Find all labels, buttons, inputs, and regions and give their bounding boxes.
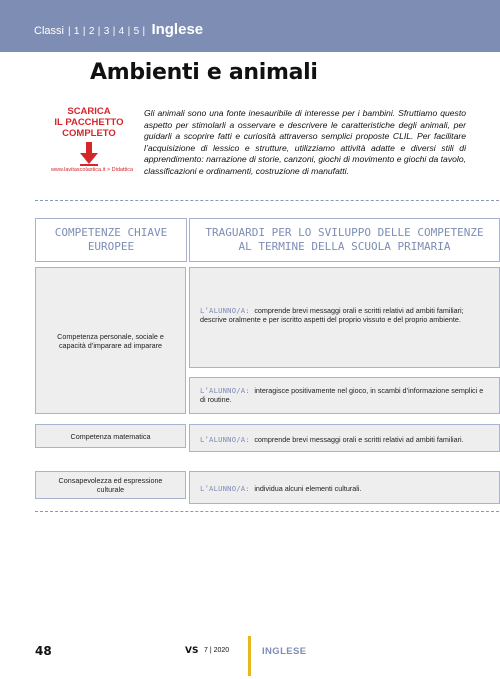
traguardo-3 [200,484,361,493]
header-band [0,0,500,52]
footer-divider [248,636,251,676]
header-subject: Inglese [151,21,204,38]
alunno-label: L’ALUNNO/A: [200,435,255,444]
page-title: Ambienti e animali [90,60,318,85]
traguardo-1b [200,386,489,404]
competenza-text-1: Competenza personale, sociale e capacità d’imparare ad imparare [57,331,164,350]
traguardo-text-2: comprende brevi messaggi orali e scritti relativi ad ambiti familiari. [254,435,464,444]
competenza-text-3: Consapevolezza ed espressione culturale [58,476,163,494]
traguardo-1a [200,306,489,324]
competenza-cell-2 [35,424,186,448]
traguardo-cell-1a [189,267,500,368]
download-line-3: COMPLETO [62,128,116,139]
alunno-label: L’ALUNNO/A: [200,306,255,315]
section-divider-bottom [35,511,499,512]
competenza-cell-1 [35,267,186,414]
header-classi: Classi [34,25,64,37]
section-divider-top [35,200,499,201]
traguardo-cell-3 [189,471,500,504]
traguardo-cell-1b [189,377,500,414]
col-header-traguardi [189,218,500,262]
traguardo-cell-2 [189,424,500,452]
page-number: 48 [35,644,52,658]
col-header-traguardi-label: TRAGUARDI PER LO SVILUPPO DELLE COMPETENZE AL TERMINE DELLA SCUOLA PRIMARIA [205,226,484,253]
issue-number: 7 | 2020 [204,647,230,654]
alunno-label: L’ALUNNO/A: [200,386,255,395]
intro-paragraph: Gli animali sono una fonte inesauribile di interesse per i bambini. Sfruttiamo questo aspetto per stimolarli a osservare e descrivere le caratteristiche degli animali, per guidarli a scoprire fatti e curiosità attraverso semplici proposte CLIL. Per facilitare l’acquisizione di lessico e strutture, utilizziamo attività adatte e diversi stili di apprendimento: narrazione di storie, canzoni, giochi di movimento e giochi da tavolo, classificazioni e ordinamenti, costruzione di manufatti. [144,108,466,176]
download-badge[interactable] [44,106,134,166]
traguardo-text-1b: interagisce positivamente nel gioco, in scambi d’informazione semplici e di routine. [200,386,484,404]
download-line-2: IL PACCHETTO [54,117,124,128]
download-link[interactable]: www.lavitascolastica.it > Didattica [50,167,134,173]
traguardo-text-3: individua alcuni elementi culturali. [254,484,362,493]
magazine-logo: VS [185,646,199,656]
traguardo-text-1a: comprende brevi messaggi orali e scritti relativi ad ambiti familiari; descrive oralmente e per iscritto aspetti del proprio vissuto e del proprio ambiente. [200,306,464,324]
header-breadcrumb [34,21,203,38]
col-header-competenze-label: COMPETENZE CHIAVE EUROPEE [54,226,168,253]
footer-subject: INGLESE [262,646,307,657]
traguardo-2 [200,435,464,444]
col-header-competenze [35,218,187,262]
download-line-1: SCARICA [67,106,111,117]
competenza-text-2: Competenza matematica [70,431,151,441]
competenza-cell-3 [35,471,186,499]
down-arrow-icon [80,142,98,166]
alunno-label: L’ALUNNO/A: [200,484,255,493]
header-class-numbers: | 1 | 2 | 3 | 4 | 5 | [67,26,146,37]
